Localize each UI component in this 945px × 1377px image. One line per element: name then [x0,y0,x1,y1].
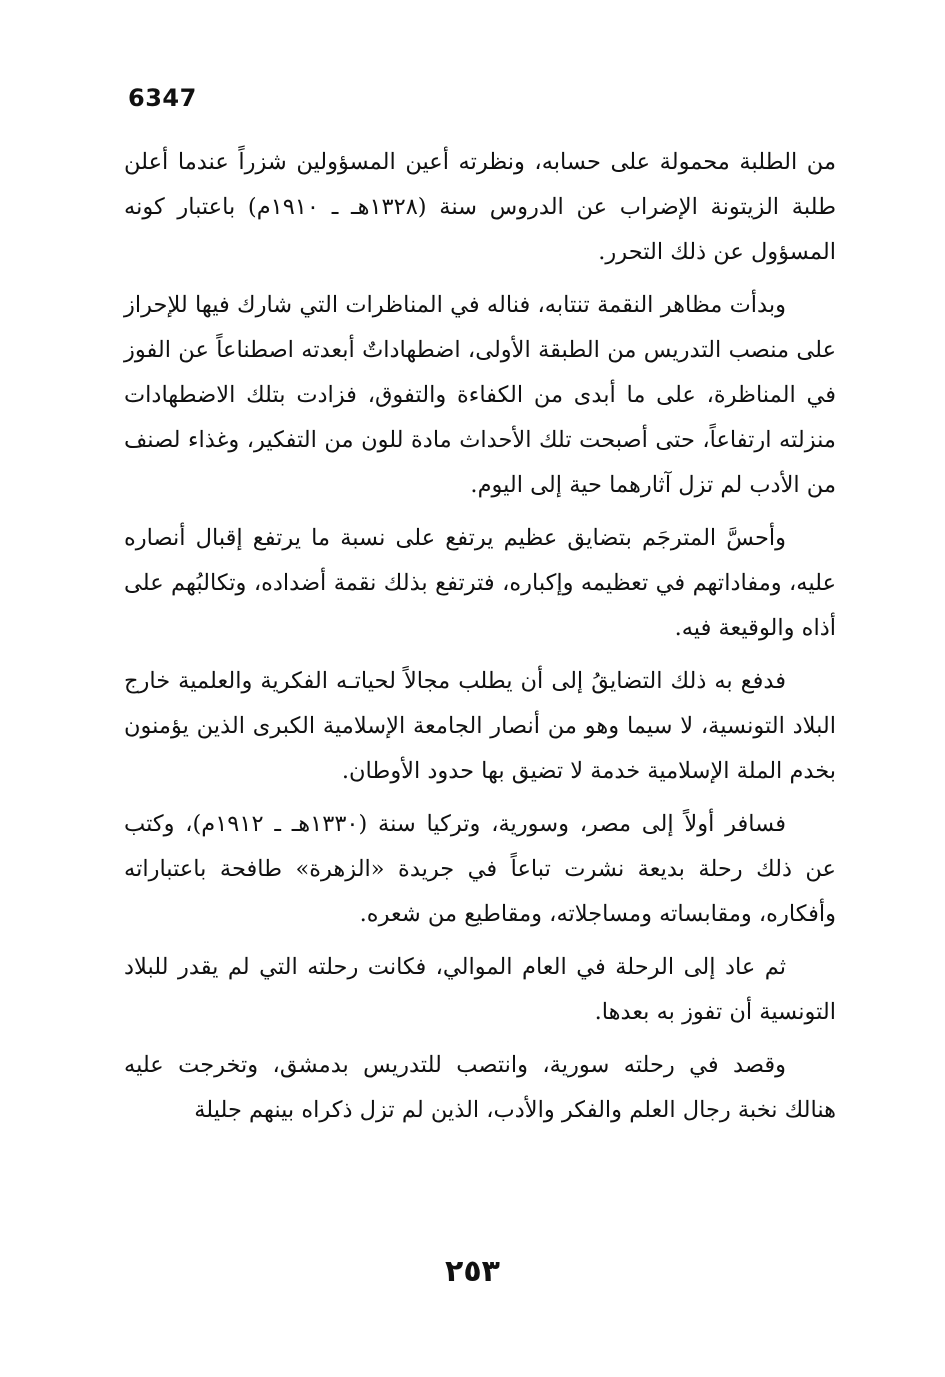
paragraph: فسافر أولاً إلى مصر، وسورية، وتركيا سنة (١٣٣٠هـ ـ ١٩١٢م)، وكتب عن ذلك رحلة بديعة نشرت تباعاً في جريدة «الزهرة» طافحة باعتباراته وأفكاره، ومقابساته ومساجلاته، ومقاطيع من شعره. [124,811,836,927]
page-id-number: 6347 [128,84,197,112]
paragraph: فدفع به ذلك التضايقُ إلى أن يطلب مجالاً لحياتـه الفكرية والعلمية خارج البلاد التونسية، لا سيما وهو من أنصار الجامعة الإسلامية الكبرى الذين يؤمنون بخدم الملة الإسلامية خدمة لا تضيق بها حدود الأوطان. [124,668,836,784]
paragraph: وأحسَّ المترجَم بتضايق عظيم يرتفع على نسبة ما يرتفع إقبال أنصاره عليه، ومفاداتهم في تعظيمه وإكباره، فترتفع بذلك نقمة أضداده، وتكالبُهم على أذاه والوقيعة فيه. [124,525,836,641]
paragraph: من الطلبة محمولة على حسابه، ونظرته أعين المسؤولين شزراً عندما أعلن طلبة الزيتونة الإضراب عن الدروس سنة (١٣٢٨هـ ـ ١٩١٠م) باعتبار كونه المسؤول عن ذلك التحرر. [124,149,836,265]
paragraph: ثم عاد إلى الرحلة في العام الموالي، فكانت رحلته التي لم يقدر للبلاد التونسية أن تفوز به بعدها. [124,954,836,1025]
page-number: ٢٥٣ [445,1254,500,1289]
body-text [124,140,836,1141]
paragraph: وبدأت مظاهر النقمة تنتابه، فناله في المناظرات التي شارك فيها للإحراز على منصب التدريس من الطبقة الأولى، اضطهاداتٌ أبعدته اصطناعاً عن الفوز في المناظرة، على ما أبدى من الكفاءة والتفوق، فزادت بتلك الاضطهادات منزلته ارتفاعاً، حتى أصبحت تلك الأحداث مادة للون من التفكير، وغذاء لصنف من الأدب لم تزل آثارهما حية إلى اليوم. [124,292,836,498]
paragraph: وقصد في رحلته سورية، وانتصب للتدريس بدمشق، وتخرجت عليه هنالك نخبة رجال العلم والفكر والأدب، الذين لم تزل ذكراه بينهم جليلة [124,1052,836,1123]
